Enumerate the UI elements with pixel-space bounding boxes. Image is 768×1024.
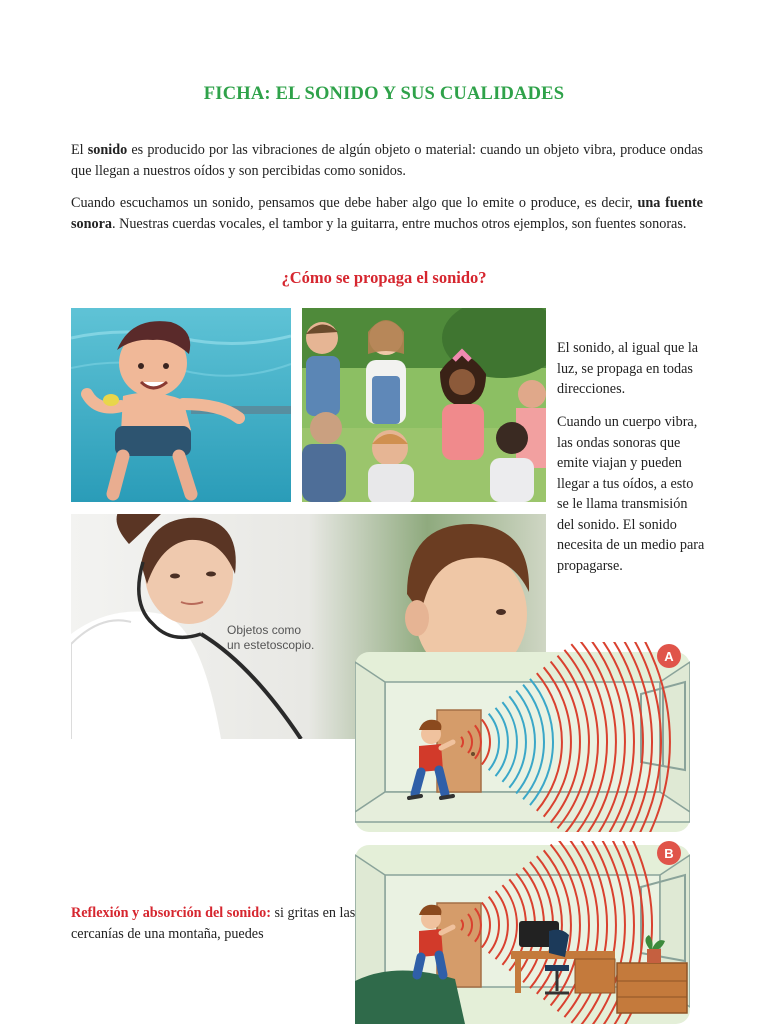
intro-paragraph-2 [71,193,703,234]
section-subtitle: ¿Cómo se propaga el sonido? [281,268,487,287]
illustration-b-room-furnished [355,841,690,1024]
side-text-2: Cuando un cuerpo vibra, las ondas sonoras que emite viajan y pueden llegar a tus oídos, a esto se le llama transmisión del sonido. El sonido necesita de un medio para propagarse. [557,414,705,574]
photo-swimming-child [71,308,291,502]
reflection-paragraph [71,903,361,944]
text-segment: El [71,142,88,158]
text-segment: es producido por las vibraciones de algún objeto o material: cuando un objeto vibra, produce ondas que llegan a nuestros oídos y son percibidas como sonidos. [71,142,704,179]
reflection-label: Reflexión y absorción del sonido: [71,905,271,921]
term-sonido: sonido [87,142,128,158]
reflection-text: si gritas en las cercanías de una montaña, puedes [71,905,356,942]
illustration-a-room-open [355,642,690,832]
term-fuente-sonora: una fuente sonora [71,195,703,232]
text-segment: . Nuestras cuerdas vocales, el tambor y la guitarra, entre muchos otros ejemplos, son fuentes sonoras. [112,215,687,232]
intro-paragraph-1 [71,140,703,181]
caption-line-2: un estetoscopio. [227,638,315,652]
text-segment: Cuando escuchamos un sonido, pensamos que debe haber algo que lo emite o produce, es decir, [71,195,638,211]
photo-children-circle [302,308,546,502]
side-text-1: El sonido, al igual que la luz, se propaga en todas direcciones. [557,340,699,397]
badge-b: B [664,846,674,861]
badge-a: A [664,649,674,664]
caption-line-1: Objetos como [227,623,302,637]
page-title: FICHA: EL SONIDO Y SUS CUALIDADES [203,84,565,104]
